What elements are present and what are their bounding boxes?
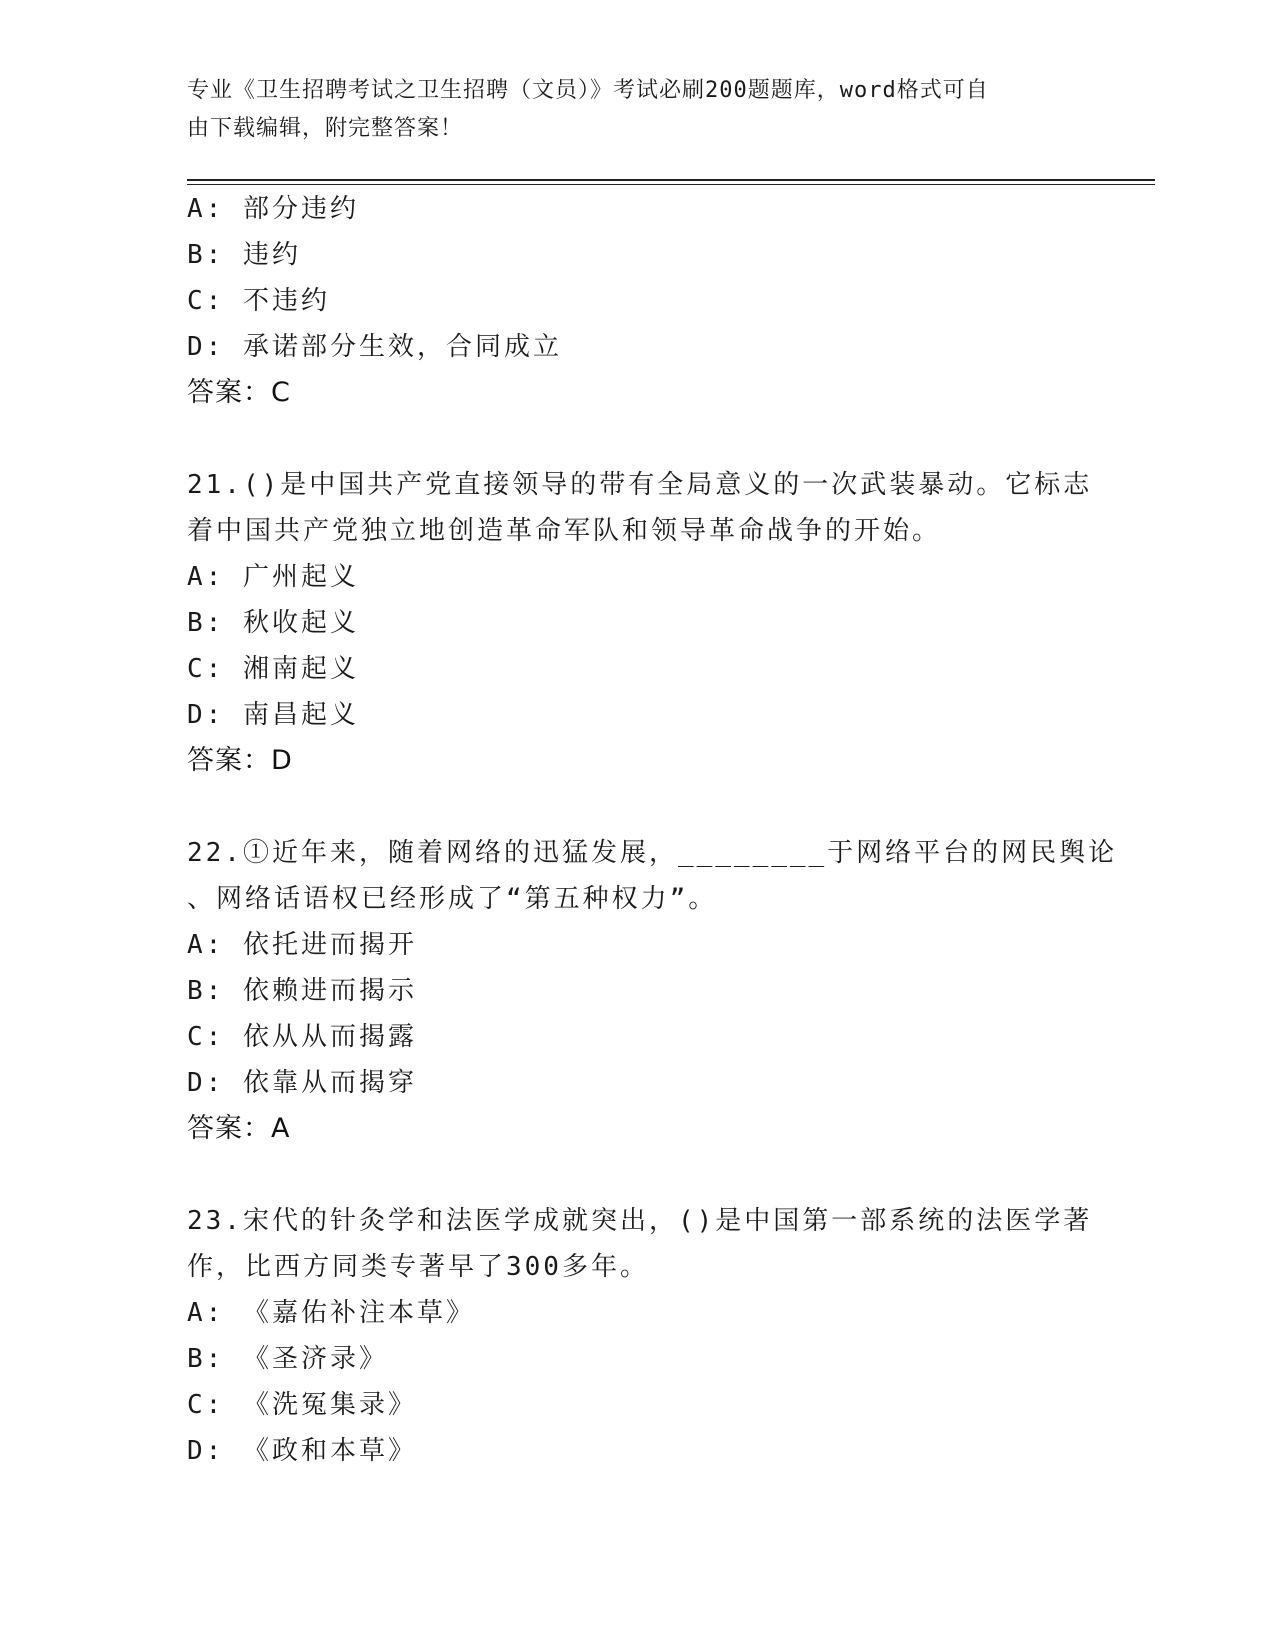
question-text-line-2: 作，比西方同类专著早了300多年。 [187,1252,649,1282]
question-text-line-2: 、网络话语权已经形成了“第五种权力”。 [187,884,718,914]
option-d: D: 《政和本草》 [187,1436,417,1466]
option-d: D: 依靠从而揭穿 [187,1068,417,1098]
option-b: B: 违约 [187,240,301,270]
question-21 [187,462,1093,784]
option-a: A: 依托进而揭开 [187,930,417,960]
question-gap [187,416,1087,462]
option-c: C: 《洗冤集录》 [187,1390,417,1420]
question-text-line-2: 着中国共产党独立地创造革命军队和领导革命战争的开始。 [187,516,942,546]
option-c: C: 不违约 [187,286,330,316]
option-b: B: 《圣济录》 [187,1344,388,1374]
question-text-line-1: 22.①近年来，随着网络的迅猛发展，________于网络平台的网民舆论 [187,838,1118,868]
option-a: A: 部分违约 [187,194,359,224]
header-rule-bottom [187,184,1155,185]
answer-line: 答案：D [187,745,293,776]
option-a: A: 广州起义 [187,562,359,592]
option-b: B: 依赖进而揭示 [187,976,417,1006]
question-text-line-1: 21.()是中国共产党直接领导的带有全局意义的一次武装暴动。它标志 [187,470,1093,500]
header-line-2: 由下载编辑，附完整答案！ [187,116,464,141]
option-c: C: 湘南起义 [187,654,359,684]
question-gap [187,1152,1087,1198]
question-20-continuation [187,186,1087,416]
question-22 [187,830,1118,1152]
question-text-line-1: 23.宋代的针灸学和法医学成就突出，()是中国第一部系统的法医学著 [187,1206,1093,1236]
option-b: B: 秋收起义 [187,608,359,638]
header-line-1: 专业《卫生招聘考试之卫生招聘（文员）》考试必刷200题题库，word格式可自 [187,78,989,103]
option-c: C: 依从从而揭露 [187,1022,417,1052]
question-gap [187,784,1087,830]
answer-line: 答案：C [187,377,291,408]
header-rule-top [187,179,1155,181]
option-a: A: 《嘉佑补注本草》 [187,1298,475,1328]
question-23 [187,1198,1093,1474]
document-header [187,72,1067,148]
answer-line: 答案：A [187,1113,291,1144]
option-d: D: 南昌起义 [187,700,359,730]
question-list [187,186,1118,1474]
option-d: D: 承诺部分生效，合同成立 [187,332,562,362]
